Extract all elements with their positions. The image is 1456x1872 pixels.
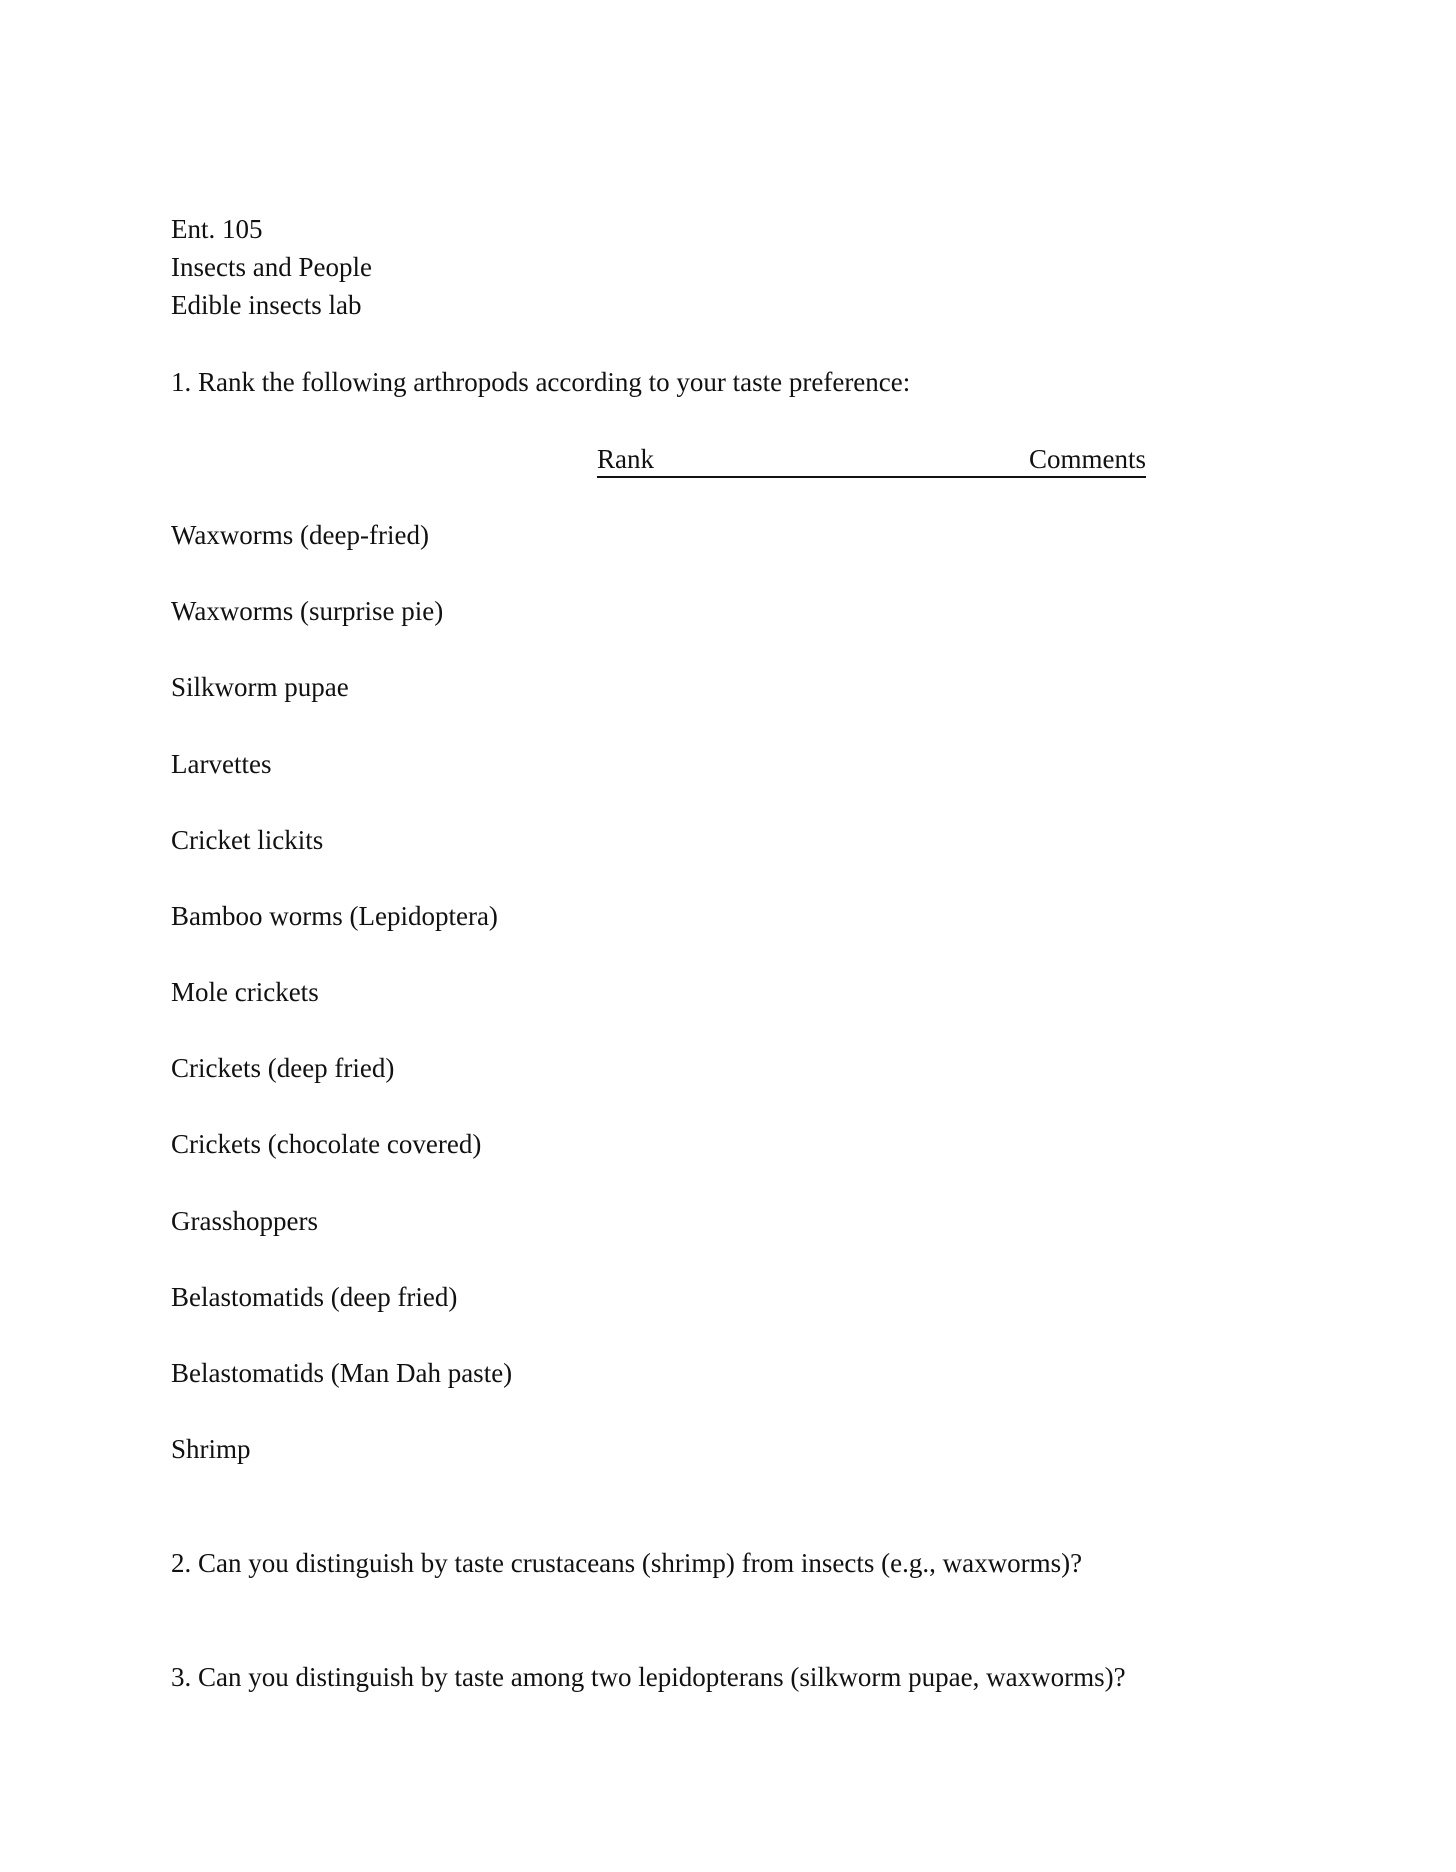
- list-item: Silkworm pupae: [171, 672, 349, 702]
- course-title: Insects and People: [171, 252, 372, 282]
- comments-column-header: Comments: [1028, 444, 1146, 474]
- question-1-text: 1. Rank the following arthropods according to your taste preference:: [171, 367, 911, 397]
- course-number: Ent. 105: [171, 214, 263, 244]
- list-item: Grasshoppers: [171, 1206, 318, 1236]
- ranking-column-headers: [597, 446, 1146, 478]
- list-item: Bamboo worms (Lepidoptera): [171, 901, 498, 931]
- rank-column-header: Rank: [597, 444, 654, 474]
- list-item: Waxworms (surprise pie): [171, 596, 444, 626]
- list-item: Belastomatids (deep fried): [171, 1282, 458, 1312]
- lab-title: Edible insects lab: [171, 290, 362, 320]
- list-item: Belastomatids (Man Dah paste): [171, 1358, 513, 1388]
- question-3-text: 3. Can you distinguish by taste among two lepidopterans (silkworm pupae, waxworms)?: [171, 1662, 1126, 1692]
- list-item: Waxworms (deep-fried): [171, 520, 429, 550]
- list-item: Crickets (deep fried): [171, 1053, 395, 1083]
- list-item: Cricket lickits: [171, 825, 324, 855]
- list-item: Crickets (chocolate covered): [171, 1129, 482, 1159]
- list-item: Mole crickets: [171, 977, 319, 1007]
- question-2-text: 2. Can you distinguish by taste crustaceans (shrimp) from insects (e.g., waxworms)?: [171, 1548, 1083, 1578]
- list-item: Shrimp: [171, 1434, 251, 1464]
- list-item: Larvettes: [171, 749, 272, 779]
